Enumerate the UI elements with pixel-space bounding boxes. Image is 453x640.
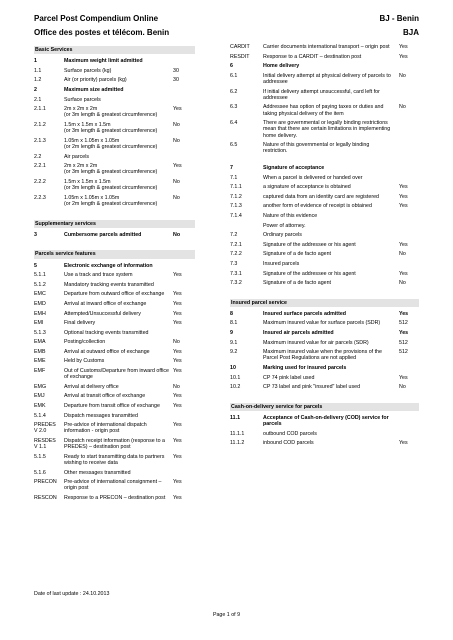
item-number: EME: [34, 358, 46, 365]
item-value: Yes: [173, 163, 182, 170]
compendium-row: [230, 165, 419, 171]
compendium-row: [230, 375, 419, 381]
item-value: [399, 142, 419, 154]
item-label: Signature of a de facto agent: [263, 251, 332, 258]
item-label: Nature of this evidence: [263, 212, 318, 219]
compendium-row: [34, 368, 195, 380]
item-number: 7.2.1: [230, 241, 242, 248]
item-label: Acceptance of Cash-on-delivery (COD) service for parcels: [263, 415, 389, 428]
item-number: 6.5: [230, 142, 238, 149]
spacer: [230, 290, 419, 297]
compendium-row: [34, 77, 195, 83]
compendium-row: [230, 280, 419, 286]
item-label: 2m x 2m x 2m (or 3m length & greatest circumference): [64, 106, 158, 119]
item-label: CP 74 pink label used: [263, 374, 315, 381]
item-value: No: [173, 121, 180, 128]
compendium-row: [230, 261, 419, 267]
item-label: Maximum insured value for air parcels (SDR): [263, 339, 369, 346]
item-value: Yes: [173, 310, 182, 317]
spacer: [34, 241, 195, 248]
item-number: 2.1.3: [34, 137, 46, 144]
item-label: Air parcels: [64, 153, 90, 160]
last-update-date: Date of last update : 24.10.2013: [34, 591, 110, 597]
item-label: a signature of acceptance is obtained: [263, 184, 351, 191]
item-number: 1: [34, 58, 37, 65]
item-number: 11.1: [230, 415, 241, 422]
item-number: 7.3.2: [230, 280, 242, 287]
compendium-row: [230, 365, 419, 371]
item-value: 30: [173, 77, 179, 84]
item-value: Yes: [173, 291, 182, 298]
item-label: Posting/collection: [64, 339, 106, 346]
item-number: 5.1.1: [34, 272, 46, 279]
compendium-row: [34, 384, 195, 390]
item-number: 10.2: [230, 384, 241, 391]
right-column: [230, 44, 419, 450]
compendium-row: [230, 440, 419, 446]
item-label: captured data from an identity card are registered: [263, 193, 380, 200]
item-label: Response to a PRECON – destination post: [64, 495, 166, 502]
item-number: 5.1.5: [34, 453, 46, 460]
compendium-row: [34, 179, 195, 191]
item-label: 1.5m x 1.5m x 1.5m (or 3m length & greatest circumference): [64, 178, 158, 192]
compendium-row: [34, 232, 195, 238]
item-label: Maximum insured value for surface parcels (SDR): [263, 320, 381, 327]
item-value: Yes: [173, 272, 182, 279]
item-value: [173, 263, 195, 269]
item-value: [173, 58, 195, 64]
compendium-row: [34, 339, 195, 345]
item-label: Maximum insured value when the provisions of the Parcel Post Regulations are not applied: [263, 349, 382, 362]
item-label: another form of evidence of receipt is obtained: [263, 203, 372, 210]
item-number: 7.1: [230, 174, 238, 181]
compendium-row: [34, 470, 195, 476]
compendium-row: [230, 223, 419, 229]
item-value: [399, 89, 419, 101]
item-number: 2.1.1: [34, 106, 46, 113]
item-value: Yes: [173, 453, 182, 460]
item-number: 5: [34, 262, 37, 269]
item-value: Yes: [173, 106, 182, 113]
item-number: EMH: [34, 310, 46, 317]
item-label: Insured parcels: [263, 260, 300, 267]
item-number: 8: [230, 310, 233, 317]
item-number: 7.3.1: [230, 270, 242, 277]
item-label: Electronic exchange of information: [64, 262, 153, 269]
item-label: Departure from transit office of exchange: [64, 403, 160, 410]
item-label: Surface parcels (kg): [64, 67, 112, 74]
item-label: Response to a CARDIT – destination post: [263, 53, 362, 60]
compendium-row: [230, 232, 419, 238]
item-value: No: [399, 104, 406, 111]
item-number: 2.2.2: [34, 178, 46, 185]
item-value: [399, 175, 419, 181]
compendium-row: [34, 58, 195, 64]
compendium-row: [34, 330, 195, 336]
item-value: 512: [399, 339, 408, 346]
item-label: There are governmental or legally binding restrictions mean that there are certain limitations in implementing home delivery.: [263, 120, 391, 139]
item-value: Yes: [399, 270, 408, 277]
item-number: 9: [230, 330, 233, 337]
compendium-row: [34, 311, 195, 317]
item-value: [399, 365, 419, 371]
item-label: Air (or priority) parcels (kg): [64, 77, 127, 84]
item-label: Out of Customs/Departure from inward office of exchange: [64, 368, 169, 381]
compendium-row: [230, 194, 419, 200]
item-number: CARDIT: [230, 44, 250, 50]
compendium-row: [34, 413, 195, 419]
item-label: Dispatch receipt information (response to a PREDES) – destination post: [64, 438, 165, 451]
item-number: 6.4: [230, 120, 238, 127]
compendium-row: [34, 195, 195, 207]
spacer: [230, 158, 419, 165]
item-number: RESCON: [34, 495, 57, 502]
compendium-row: [230, 251, 419, 257]
section-heading: Basic Services: [34, 46, 195, 54]
item-label: Departure from outward office of exchange: [64, 291, 165, 298]
compendium-row: [230, 54, 419, 60]
item-number: 1.2: [34, 77, 42, 84]
item-value: No: [399, 251, 406, 258]
item-number: 2.1.2: [34, 121, 46, 128]
item-value: Yes: [399, 53, 408, 60]
item-value: Yes: [173, 368, 182, 375]
item-value: [399, 213, 419, 219]
compendium-row: [34, 403, 195, 409]
compendium-row: [34, 68, 195, 74]
item-label: If initial delivery attempt unsuccessful, card left for addressee: [263, 88, 380, 101]
item-value: [173, 282, 195, 288]
item-number: 9.1: [230, 339, 238, 346]
item-label: 2m x 2m x 2m (or 3m length & greatest circumference): [64, 163, 158, 176]
item-value: Yes: [399, 184, 408, 191]
compendium-row: [230, 213, 419, 219]
document-header: [34, 14, 419, 42]
item-number: 9.2: [230, 349, 238, 356]
compendium-row: [230, 73, 419, 85]
item-label: 1.05m x 1.05m x 1.05m (or 2m length & greatest circumference): [64, 137, 158, 150]
item-label: Ready to start transmitting data to partners wishing to receive data: [64, 453, 165, 467]
item-value: [399, 415, 419, 427]
item-label: inbound COD parcels: [263, 440, 314, 447]
item-value: [173, 470, 195, 476]
item-number: 2: [34, 86, 37, 93]
item-label: Maximum size admitted: [64, 86, 124, 93]
item-label: Maximum weight limit admitted: [64, 58, 143, 65]
item-label: Final delivery: [64, 320, 96, 327]
compendium-row: [34, 422, 195, 434]
section-heading: Parcels service features: [34, 250, 195, 258]
compendium-row: [34, 154, 195, 160]
item-value: [399, 120, 419, 139]
compendium-row: [230, 431, 419, 437]
item-label: Power of attorney.: [263, 222, 306, 229]
item-number: 6.2: [230, 88, 238, 95]
item-value: Yes: [173, 358, 182, 365]
compendium-row: [230, 330, 419, 336]
item-value: No: [173, 383, 180, 390]
item-number: 8.1: [230, 320, 238, 327]
item-label: 1.05m x 1.05m x 1.05m (or 2m length & greatest circumference): [64, 194, 158, 207]
item-number: 1.1: [34, 67, 42, 74]
item-value: 30: [173, 67, 179, 74]
item-number: 7.1.3: [230, 203, 242, 210]
item-label: Pre-advice of international consignment – origin post: [64, 479, 162, 492]
item-label: 1.5m x 1.5m x 1.5m (or 3m length & greatest circumference): [64, 121, 158, 135]
item-value: Yes: [173, 300, 182, 307]
compendium-row: [34, 438, 195, 450]
item-value: [399, 223, 419, 229]
spacer: [230, 394, 419, 401]
item-label: Held by Customs: [64, 358, 105, 365]
office-code: BJA: [402, 28, 419, 37]
compendium-row: [34, 138, 195, 150]
item-number: 7: [230, 164, 233, 171]
item-number: PREDES V 2.0: [34, 422, 56, 435]
item-value: No: [173, 178, 180, 185]
item-number: EMD: [34, 300, 46, 307]
compendium-row: [230, 271, 419, 277]
item-value: Yes: [173, 393, 182, 400]
item-number: 7.2: [230, 232, 238, 239]
item-value: No: [399, 72, 406, 79]
compendium-row: [230, 142, 419, 154]
compendium-row: [230, 242, 419, 248]
item-label: Carrier documents international transport – origin post: [263, 44, 390, 50]
compendium-row: [230, 384, 419, 390]
item-value: Yes: [173, 348, 182, 355]
item-value: [399, 232, 419, 238]
left-column: [34, 44, 195, 505]
item-value: Yes: [173, 422, 182, 429]
item-value: No: [399, 280, 406, 287]
item-value: [399, 165, 419, 171]
item-value: Yes: [399, 44, 408, 50]
item-number: EMJ: [34, 393, 45, 400]
item-value: Yes: [399, 193, 408, 200]
item-label: Insured air parcels admitted: [263, 330, 334, 337]
item-number: 7.3: [230, 260, 238, 267]
compendium-row: [34, 358, 195, 364]
item-value: Yes: [399, 203, 408, 210]
item-value: Yes: [173, 320, 182, 327]
compendium-row: [230, 203, 419, 209]
compendium-row: [230, 340, 419, 346]
item-number: EMF: [34, 368, 46, 375]
item-label: Dispatch messages transmitted: [64, 412, 138, 419]
item-value: 512: [399, 320, 408, 327]
compendium-row: [230, 63, 419, 69]
compendium-row: [34, 320, 195, 326]
item-number: 5.1.3: [34, 329, 46, 336]
item-value: [173, 97, 195, 103]
item-number: EMK: [34, 403, 46, 410]
compendium-row: [34, 282, 195, 288]
item-number: 11.1.2: [230, 440, 245, 447]
section-heading: Insured parcel service: [230, 299, 419, 307]
item-number: 10: [230, 365, 236, 372]
item-label: Signature of acceptance: [263, 164, 325, 171]
item-value: No: [173, 137, 180, 144]
compendium-row: [34, 349, 195, 355]
compendium-row: [230, 175, 419, 181]
compendium-row: [230, 311, 419, 317]
item-value: Yes: [173, 479, 182, 486]
item-label: Ordinary parcels: [263, 232, 302, 239]
item-number: 2.2: [34, 153, 42, 160]
item-value: [399, 261, 419, 267]
item-label: Signature of the addressee or his agent: [263, 270, 356, 277]
item-value: Yes: [399, 241, 408, 248]
item-value: [173, 413, 195, 419]
compendium-row: [34, 454, 195, 466]
item-number: 7.1.2: [230, 193, 242, 200]
item-label: Arrival at transit office of exchange: [64, 393, 146, 400]
item-number: 5.1.6: [34, 469, 46, 476]
item-number: RESDIT: [230, 53, 250, 60]
office-name: Office des postes et télécom. Benin: [34, 28, 170, 37]
item-number: EMI: [34, 320, 44, 327]
item-label: Cumbersome parcels admitted: [64, 231, 142, 238]
item-number: 11.1.1: [230, 430, 245, 437]
section-heading: Cash-on-delivery service for parcels: [230, 403, 419, 411]
item-value: No: [173, 339, 180, 346]
item-value: [173, 87, 195, 93]
item-label: Signature of a de facto agent: [263, 280, 332, 287]
item-label: Surface parcels: [64, 96, 101, 103]
item-value: Yes: [173, 495, 182, 502]
item-value: Yes: [399, 310, 409, 317]
compendium-row: [34, 301, 195, 307]
item-number: RESDES V 1.1: [34, 438, 56, 451]
item-label: Attempted/Unsuccessful delivery: [64, 310, 141, 317]
compendium-row: [34, 163, 195, 175]
item-value: [399, 63, 419, 69]
page-number: Page 1 of 9: [212, 612, 241, 618]
item-label: Other messages transmitted: [64, 469, 131, 476]
item-number: EMC: [34, 291, 46, 298]
compendium-row: [230, 104, 419, 116]
compendium-row: [34, 479, 195, 491]
compendium-row: [230, 44, 419, 50]
item-label: Signature of the addressee or his agent: [263, 241, 356, 248]
item-value: Yes: [173, 438, 182, 445]
item-value: No: [173, 231, 181, 238]
spacer: [34, 211, 195, 218]
item-label: Use a track and trace system: [64, 272, 133, 279]
compendium-row: [230, 320, 419, 326]
item-number: 3: [34, 231, 37, 238]
compendium-row: [230, 89, 419, 101]
item-label: Initial delivery attempt at physical delivery of parcels to addressee: [263, 72, 391, 85]
item-number: 7.1.1: [230, 184, 242, 191]
item-number: 2.2.1: [34, 163, 46, 170]
item-number: EMA: [34, 339, 46, 346]
item-label: Arrival at delivery office: [64, 383, 119, 390]
item-number: 7.1.4: [230, 212, 242, 219]
section-heading: Supplementary services: [34, 220, 195, 228]
compendium-row: [230, 415, 419, 427]
item-number: 2.2.3: [34, 194, 46, 201]
item-value: Yes: [399, 374, 408, 381]
item-value: [399, 431, 419, 437]
compendium-row: [230, 349, 419, 361]
compendium-row: [230, 120, 419, 139]
country-label: BJ - Benin: [379, 14, 419, 23]
item-number: 10.1: [230, 374, 241, 381]
item-label: When a parcel is delivered or handed over: [263, 174, 363, 181]
compendium-row: [34, 393, 195, 399]
compendium-row: [230, 184, 419, 190]
item-label: Optional tracking events transmitted: [64, 329, 149, 336]
item-value: Yes: [399, 440, 408, 447]
compendium-row: [34, 272, 195, 278]
item-value: [173, 330, 195, 336]
compendium-row: [34, 122, 195, 134]
compendium-row: [34, 495, 195, 501]
item-label: Marking used for insured parcels: [263, 365, 347, 372]
item-label: Nature of this governmental or legally binding restriction.: [263, 142, 370, 155]
document-title: Parcel Post Compendium Online: [34, 14, 159, 23]
item-value: Yes: [173, 403, 182, 410]
compendium-row: [34, 291, 195, 297]
item-label: outbound COD parcels: [263, 430, 317, 437]
item-label: Insured surface parcels admitted: [263, 310, 347, 317]
item-value: No: [399, 384, 406, 391]
item-number: 6: [230, 63, 233, 70]
compendium-row: [34, 106, 195, 118]
item-label: Mandatory tracking events transmitted: [64, 281, 154, 288]
item-number: EMG: [34, 383, 47, 390]
item-number: PRECON: [34, 479, 57, 486]
item-number: EMB: [34, 348, 46, 355]
item-number: 2.1: [34, 96, 42, 103]
compendium-row: [34, 97, 195, 103]
item-label: Pre-advice of international dispatch information - origin post: [64, 422, 147, 435]
item-number: 6.1: [230, 72, 238, 79]
item-label: Arrival at outward office of exchange: [64, 348, 150, 355]
item-label: Addressee has option of paying taxes or duties and taking physical delivery of the item: [263, 104, 384, 117]
item-number: 5.1.4: [34, 412, 46, 419]
compendium-row: [34, 87, 195, 93]
item-value: 512: [399, 349, 408, 356]
item-value: No: [173, 194, 180, 201]
compendium-row: [34, 263, 195, 269]
item-number: 6.3: [230, 104, 238, 111]
item-number: [230, 223, 263, 229]
item-value: Yes: [399, 330, 409, 337]
item-value: [173, 154, 195, 160]
item-number: 5.1.2: [34, 281, 46, 288]
item-label: Home delivery: [263, 63, 300, 70]
item-label: Arrival at inward office of exchange: [64, 300, 147, 307]
item-number: 7.2.2: [230, 251, 242, 258]
item-label: CP 73 label and pink "insured" label used: [263, 384, 361, 391]
